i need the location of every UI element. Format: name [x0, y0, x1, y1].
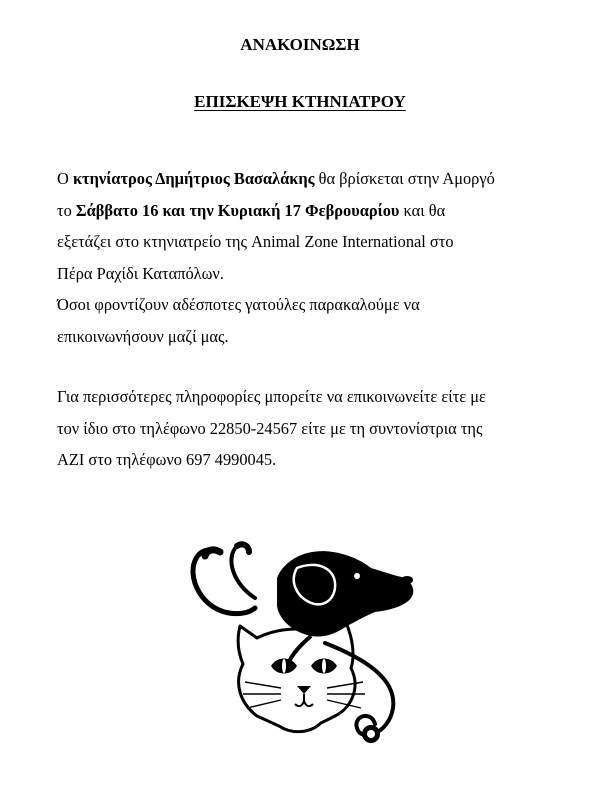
visit-paragraph	[57, 163, 557, 352]
visit-dates: Σάββατο 16 και την Κυριακή 17 Φεβρουαρίου	[75, 200, 400, 220]
page-title: ΕΠΙΣΚΕΨΗ ΚΤΗΝΙΑΤΡΟΥ	[194, 92, 406, 111]
text-line: Όσοι φροντίζουν αδέσποτες γατούλες παρακαλούμε να	[57, 295, 420, 314]
contact-paragraph	[57, 381, 557, 476]
text-line: Για περισσότερες πληροφορίες μπορείτε να επικοινωνείτε είτε με	[57, 387, 486, 406]
text-run: θα βρίσκεται στην Αμοργό	[314, 169, 495, 188]
text-line: εξετάζει στο κτηνιατρείο της Animal Zone International στο	[57, 232, 454, 251]
text-line: τον ίδιο στο τηλέφωνο 22850-24567 είτε με τη συντονίστρια της	[57, 418, 483, 438]
text-run: και θα	[399, 200, 446, 220]
text-line	[57, 195, 557, 227]
text-line: Πέρα Ραχίδι Καταπόλων.	[57, 263, 224, 283]
text-run: Ο	[57, 169, 73, 188]
vet-pets-stethoscope-icon	[185, 538, 425, 763]
vet-name: κτηνίατρος Δημήτριος Βασαλάκης	[72, 169, 315, 188]
text-run: το	[57, 200, 76, 220]
text-line	[57, 163, 557, 195]
text-line: ΑΖΙ στο τηλέφωνο 697 4990045.	[57, 450, 277, 469]
announcement-label: ΑΝΑΚΟΙΝΩΣΗ	[240, 35, 360, 54]
text-line: επικοινωνήσουν μαζί μας.	[57, 326, 229, 346]
